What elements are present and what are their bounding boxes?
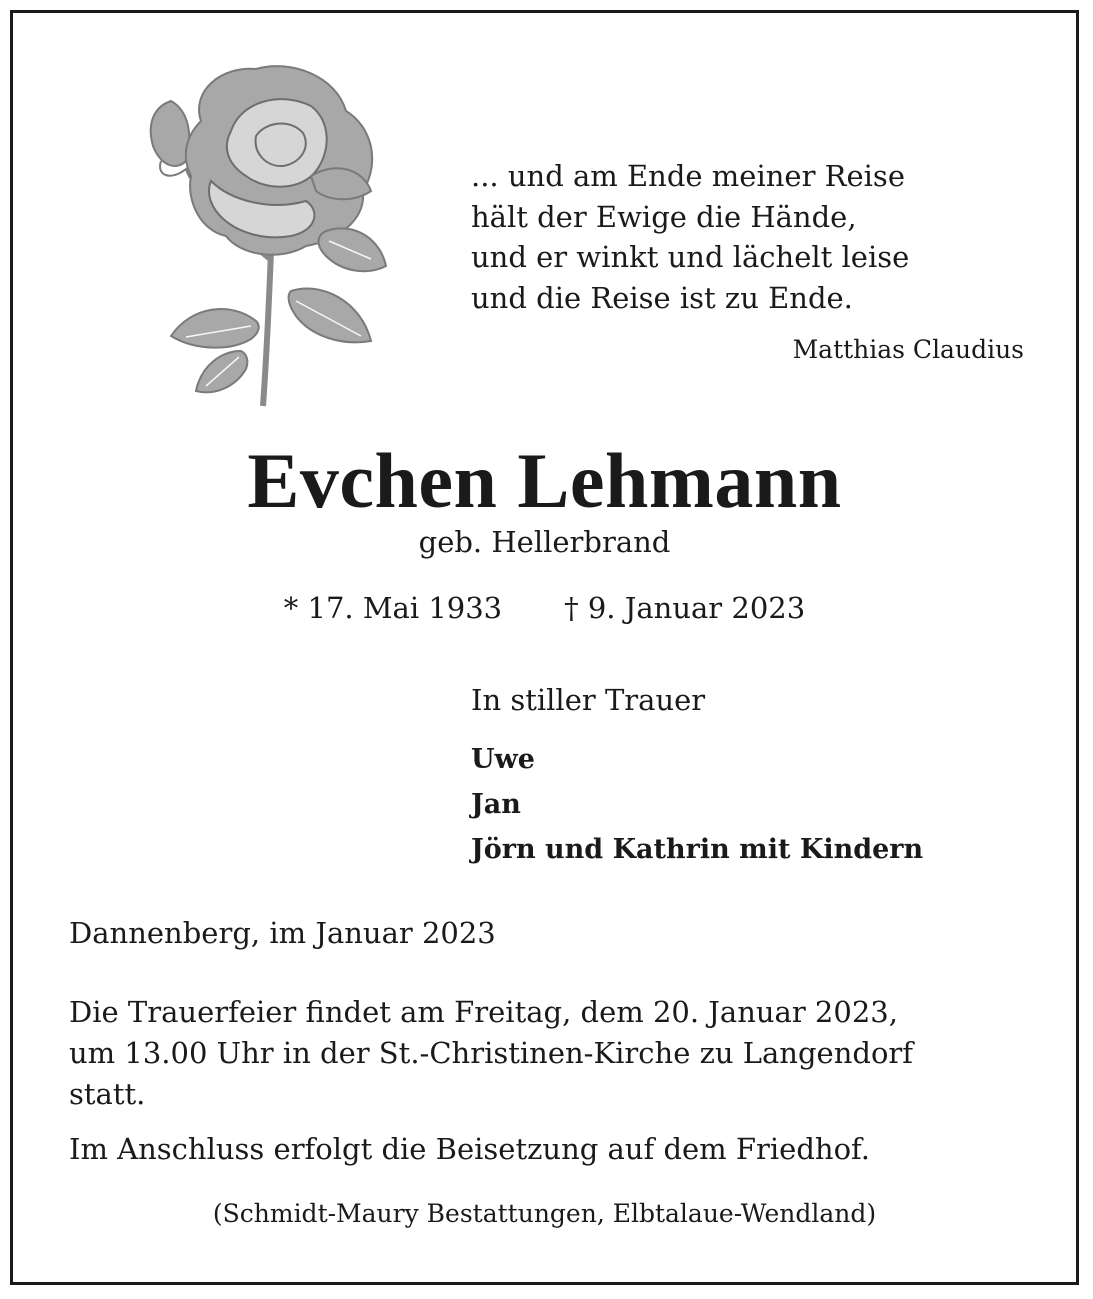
ceremony-line: Die Trauerfeier findet am Freitag, dem 20. Januar 2023, <box>69 995 898 1029</box>
ceremony-line: statt. <box>69 1077 146 1111</box>
burial-text: Im Anschluss erfolgt die Beisetzung auf dem Friedhof. <box>69 1132 870 1166</box>
life-dates <box>13 591 1076 625</box>
ceremony-line: um 13.00 Uhr in der St.-Christinen-Kirche zu Langendorf <box>69 1036 914 1070</box>
mourner-name: Jan <box>471 789 521 820</box>
ceremony-text <box>69 992 1049 1115</box>
obituary-notice <box>10 10 1079 1285</box>
mourners-list <box>471 737 923 872</box>
poem-author: Matthias Claudius <box>792 335 1024 364</box>
poem <box>471 156 909 318</box>
mourner-name: Uwe <box>471 744 535 775</box>
mourning-intro: In stiller Trauer <box>471 683 706 717</box>
birth-name: geb. Hellerbrand <box>418 525 671 559</box>
deceased-name: Evchen Lehmann <box>247 437 842 524</box>
rose-icon <box>131 51 391 411</box>
poem-line: und die Reise ist zu Ende. <box>471 280 853 315</box>
undertaker: (Schmidt-Maury Bestattungen, Elbtalaue-Wendland) <box>212 1199 877 1228</box>
poem-line: und er winkt und lächelt leise <box>471 240 910 274</box>
poem-line: ... und am Ende meiner Reise <box>471 159 905 193</box>
poem-line: hält der Ewige die Hände, <box>471 199 857 234</box>
birth-date: * 17. Mai 1933 <box>283 591 503 625</box>
mourner-name: Jörn und Kathrin mit Kindern <box>471 834 924 865</box>
death-date: † 9. Januar 2023 <box>564 591 806 625</box>
place-date: Dannenberg, im Januar 2023 <box>69 916 496 950</box>
